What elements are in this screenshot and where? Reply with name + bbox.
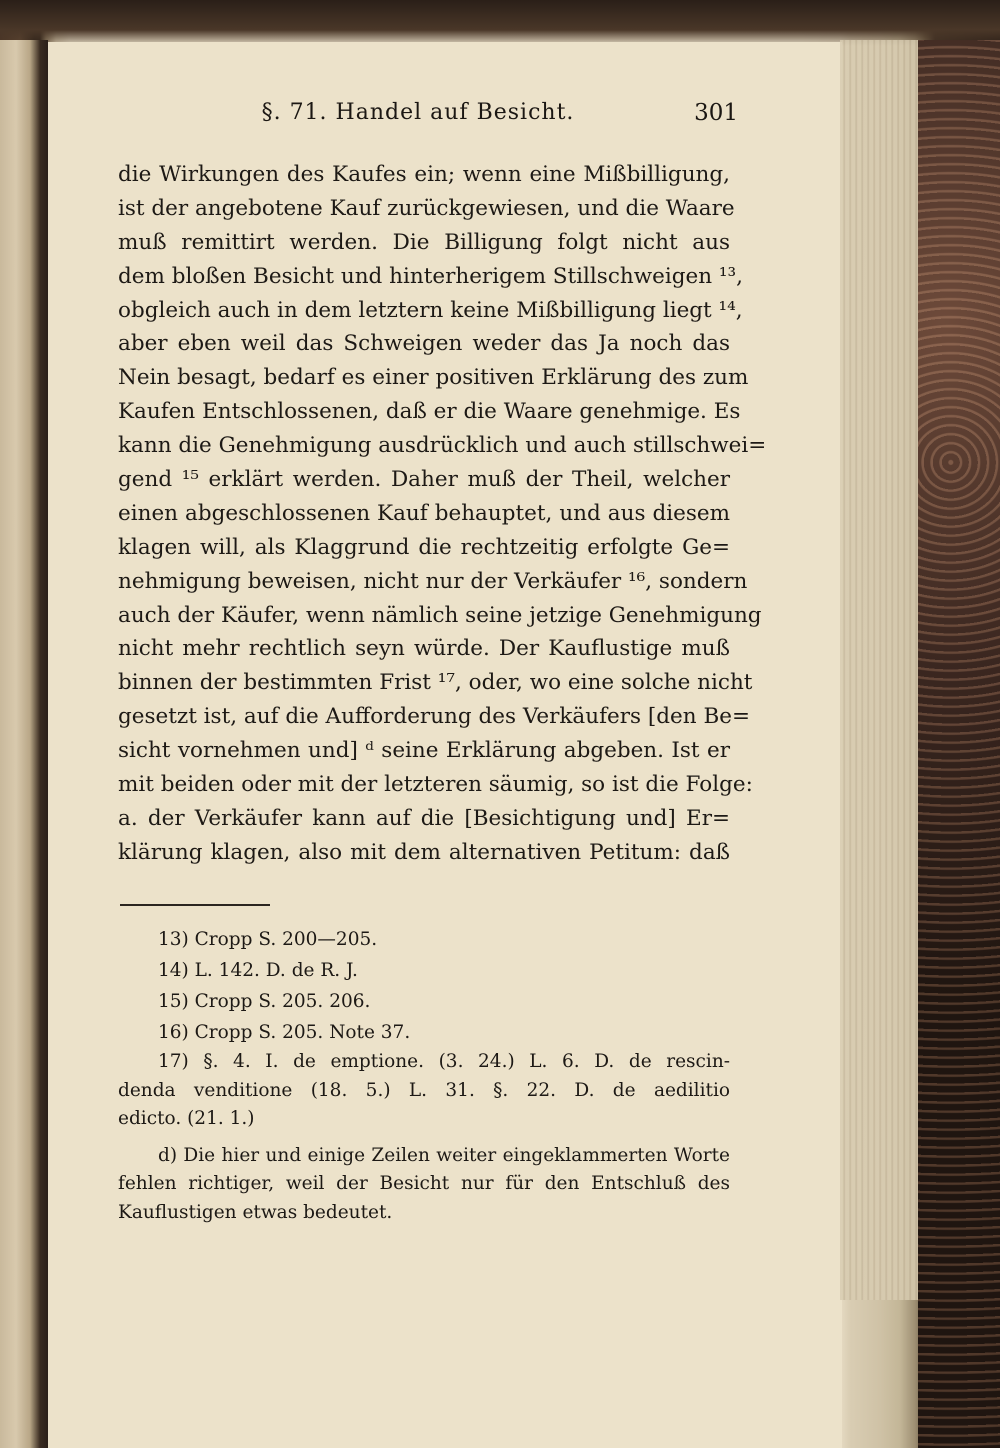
text-line: Nein besagt, bedarf es einer positiven Erklärung des zum [118,365,749,391]
footnote: 14) L. 142. D. de R. J. [158,960,358,981]
footnote-rule [120,904,270,906]
text-line: einen abgeschlossenen Kauf behauptet, und aus diesem [118,500,730,526]
text-line: binnen der bestimmten Frist ¹⁷, oder, wo eine solche nicht [118,670,753,696]
body-text [118,158,767,870]
footnotes [118,924,730,1227]
text-line: nicht mehr rechtlich seyn würde. Der Kauflustige muß [118,636,730,662]
footnote-d-line: Kauflustigen etwas bedeutet. [118,1201,393,1223]
text-line: kann die Genehmigung ausdrücklich und auch stillschwei= [118,433,767,459]
text-line: gend ¹⁵ erklärt werden. Daher muß der Theil, welcher [118,467,730,493]
page-edges [840,40,920,1300]
footnote: 16) Cropp S. 205. Note 37. [158,1022,411,1043]
text-line: a. der Verkäufer kann auf die [Besichtigung und] Er= [118,805,730,831]
text-line: nehmigung beweisen, nicht nur der Verkäufer ¹⁶, sondern [118,568,748,594]
footnote-d-line: d) Die hier und einige Zeilen weiter eingeklammerten Worte [158,1144,730,1166]
text-line: klagen will, als Klaggrund die rechtzeitig erfolgte Ge= [118,534,730,560]
page-number: 301 [694,100,738,126]
footnote: 15) Cropp S. 205. 206. [158,991,371,1012]
cover-marbling-pattern [918,40,1000,1448]
running-head: §. 71. Handel auf Besicht. [261,100,575,125]
text-line: auch der Käufer, wenn nämlich seine jetzige Genehmigung [118,602,762,628]
footnote-17-line: edicto. (21. 1.) [118,1108,255,1129]
footnote-17-line: denda venditione (18. 5.) L. 31. §. 22. D. de aedilitio [118,1079,730,1101]
footnote-17-line: 17) §. 4. I. de emptione. (3. 24.) L. 6. D. de rescin- [158,1051,730,1072]
text-line: aber eben weil das Schweigen weder das Ja noch das [118,331,730,357]
text-line: Kaufen Entschlossenen, daß er die Waare genehmige. Es [118,399,741,425]
page-header [98,100,738,136]
text-line: sicht vornehmen und] ᵈ seine Erklärung abgeben. Ist er [118,738,730,764]
footnote: 13) Cropp S. 200—205. [158,929,378,950]
text-line: ist der angebotene Kauf zurückgewiesen, und die Waare [118,195,735,221]
text-line: gesetzt ist, auf die Aufforderung des Verkäufers [den Be= [118,704,751,730]
text-line: die Wirkungen des Kaufes ein; wenn eine Mißbilligung, [118,162,730,187]
text-line: obgleich auch in dem letztern keine Mißbilligung liegt ¹⁴, [118,297,743,323]
text-line: mit beiden oder mit der letzteren säumig, so ist die Folge: [118,772,753,798]
left-page-gutter [0,40,48,1448]
text-line: klärung klagen, also mit dem alternativen Petitum: daß [118,839,730,865]
text-line: dem bloßen Besicht und hinterherigem Stillschweigen ¹³, [118,263,743,289]
text-line: muß remittirt werden. Die Billigung folgt nicht aus [118,229,730,255]
footnote-d-line: fehlen richtiger, weil der Besicht nur für den Entschluß des [118,1173,730,1194]
